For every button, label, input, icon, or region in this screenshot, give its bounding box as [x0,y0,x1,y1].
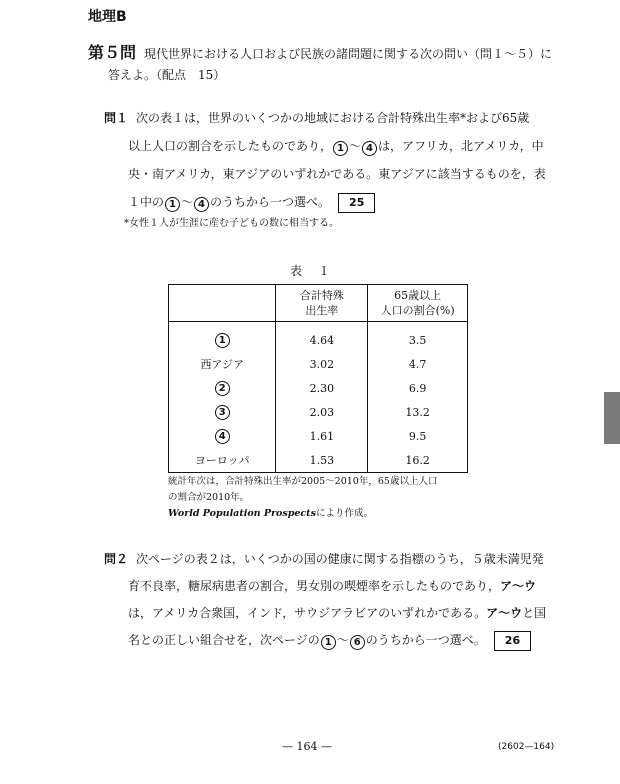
table-row [169,376,468,400]
table-row [169,352,468,376]
aged-cell: 13.2 [368,400,468,424]
circled-number-3: 3 [215,405,230,420]
answer-box-25[interactable]: 25 [338,193,375,213]
region-cell [169,376,276,400]
aged-cell: 16.2 [368,448,468,473]
question-5-intro-line1: 現代世界における人口および民族の諸問題に関する次の問い（問１～５）に [144,47,553,61]
source-title: World Population Prospects [168,508,316,519]
question-1-line2-tail: は，アフリカ，北アメリカ，中 [378,139,544,153]
circled-number-6: 6 [350,635,365,650]
question-5-number: 第５問 [88,43,137,62]
table-row [169,448,468,473]
table-1-title: 表 １ [290,264,333,278]
question-1-line2: 以上人口の割合を示したものであり， [128,139,333,153]
table-header-fertility: 合計特殊 出生率 [276,285,368,322]
question-2-line4-tail: のうちから一つ選べ。 [365,633,486,647]
circled-number-2: 2 [215,381,230,396]
question-5-intro-line2: 答えよ。（配点 15） [108,68,226,82]
circled-number-4: 4 [215,429,230,444]
margin-index-tab [604,392,620,444]
fertility-footnote: *女性１人が生涯に産む子どもの数に相当する。 [124,218,339,229]
question-2-label: 問２ [104,552,129,566]
question-1-line4: １中の [128,195,165,209]
region-cell [169,322,276,353]
table-header-aged: 65歳以上 人口の割合(%) [368,285,468,322]
question-2-options-a-u: ア～ウ [486,606,523,620]
circled-number-1: 1 [165,197,180,212]
question-2-options-a-u: ア～ウ [500,579,537,593]
question-1-line1: 次の表１は，世界のいくつかの地域における合計特殊出生率*および65歳 [136,111,530,125]
region-cell [169,424,276,448]
fertility-cell: 2.03 [276,400,368,424]
table-header-region [169,285,276,322]
fertility-cell: 4.64 [276,322,368,353]
question-2-line3-tail: と国 [522,606,547,620]
tilde: ～ [349,139,362,153]
tilde: ～ [181,195,194,209]
question-1-line3: 央・南アメリカ，東アジアのいずれかである。東アジアに該当するものを，表 [128,167,546,181]
question-2-line4: 名との正しい組合せを，次ページの [128,633,320,647]
question-1-line4-tail: のうちから一つ選べ。 [210,195,331,209]
table-1-notes [168,474,488,522]
fertility-cell: 1.53 [276,448,368,473]
circled-number-1: 1 [333,141,348,156]
page-number: — 164 — [282,740,332,753]
table-row [169,424,468,448]
table-row [169,322,468,353]
tilde: ～ [336,633,349,647]
page-code: (2602—164) [498,742,555,752]
subject-title: 地理B [88,9,127,25]
region-cell [169,400,276,424]
answer-box-26[interactable]: 26 [494,631,531,651]
table-note-line2: の割合が2010年。 [168,492,250,503]
fertility-cell: 1.61 [276,424,368,448]
region-cell: 西アジア [169,352,276,376]
question-5-header [88,40,568,67]
question-2-line3: は，アメリカ合衆国，インド，サウジアラビアのいずれかである。 [128,606,487,620]
table-1 [168,284,468,473]
aged-cell: 4.7 [368,352,468,376]
circled-number-4: 4 [194,197,209,212]
circled-number-1: 1 [215,333,230,348]
table-row [169,400,468,424]
aged-cell: 9.5 [368,424,468,448]
region-cell: ヨーロッパ [169,448,276,473]
question-2-line2: 育不良率，糖尿病患者の割合，男女別の喫煙率を示したものであり， [128,579,501,593]
source-suffix: により作成。 [315,508,373,519]
circled-number-1: 1 [321,635,336,650]
circled-number-4: 4 [362,141,377,156]
fertility-cell: 3.02 [276,352,368,376]
question-1 [104,104,554,216]
aged-cell: 3.5 [368,322,468,353]
table-note-line1: 統計年次は，合計特殊出生率が2005～2010年，65歳以上人口 [168,476,438,487]
question-1-label: 問１ [104,111,129,125]
question-2-line1: 次ページの表２は，いくつかの国の健康に関する指標のうち，５歳未満児発 [136,552,544,566]
question-2 [104,546,564,654]
aged-cell: 6.9 [368,376,468,400]
fertility-cell: 2.30 [276,376,368,400]
